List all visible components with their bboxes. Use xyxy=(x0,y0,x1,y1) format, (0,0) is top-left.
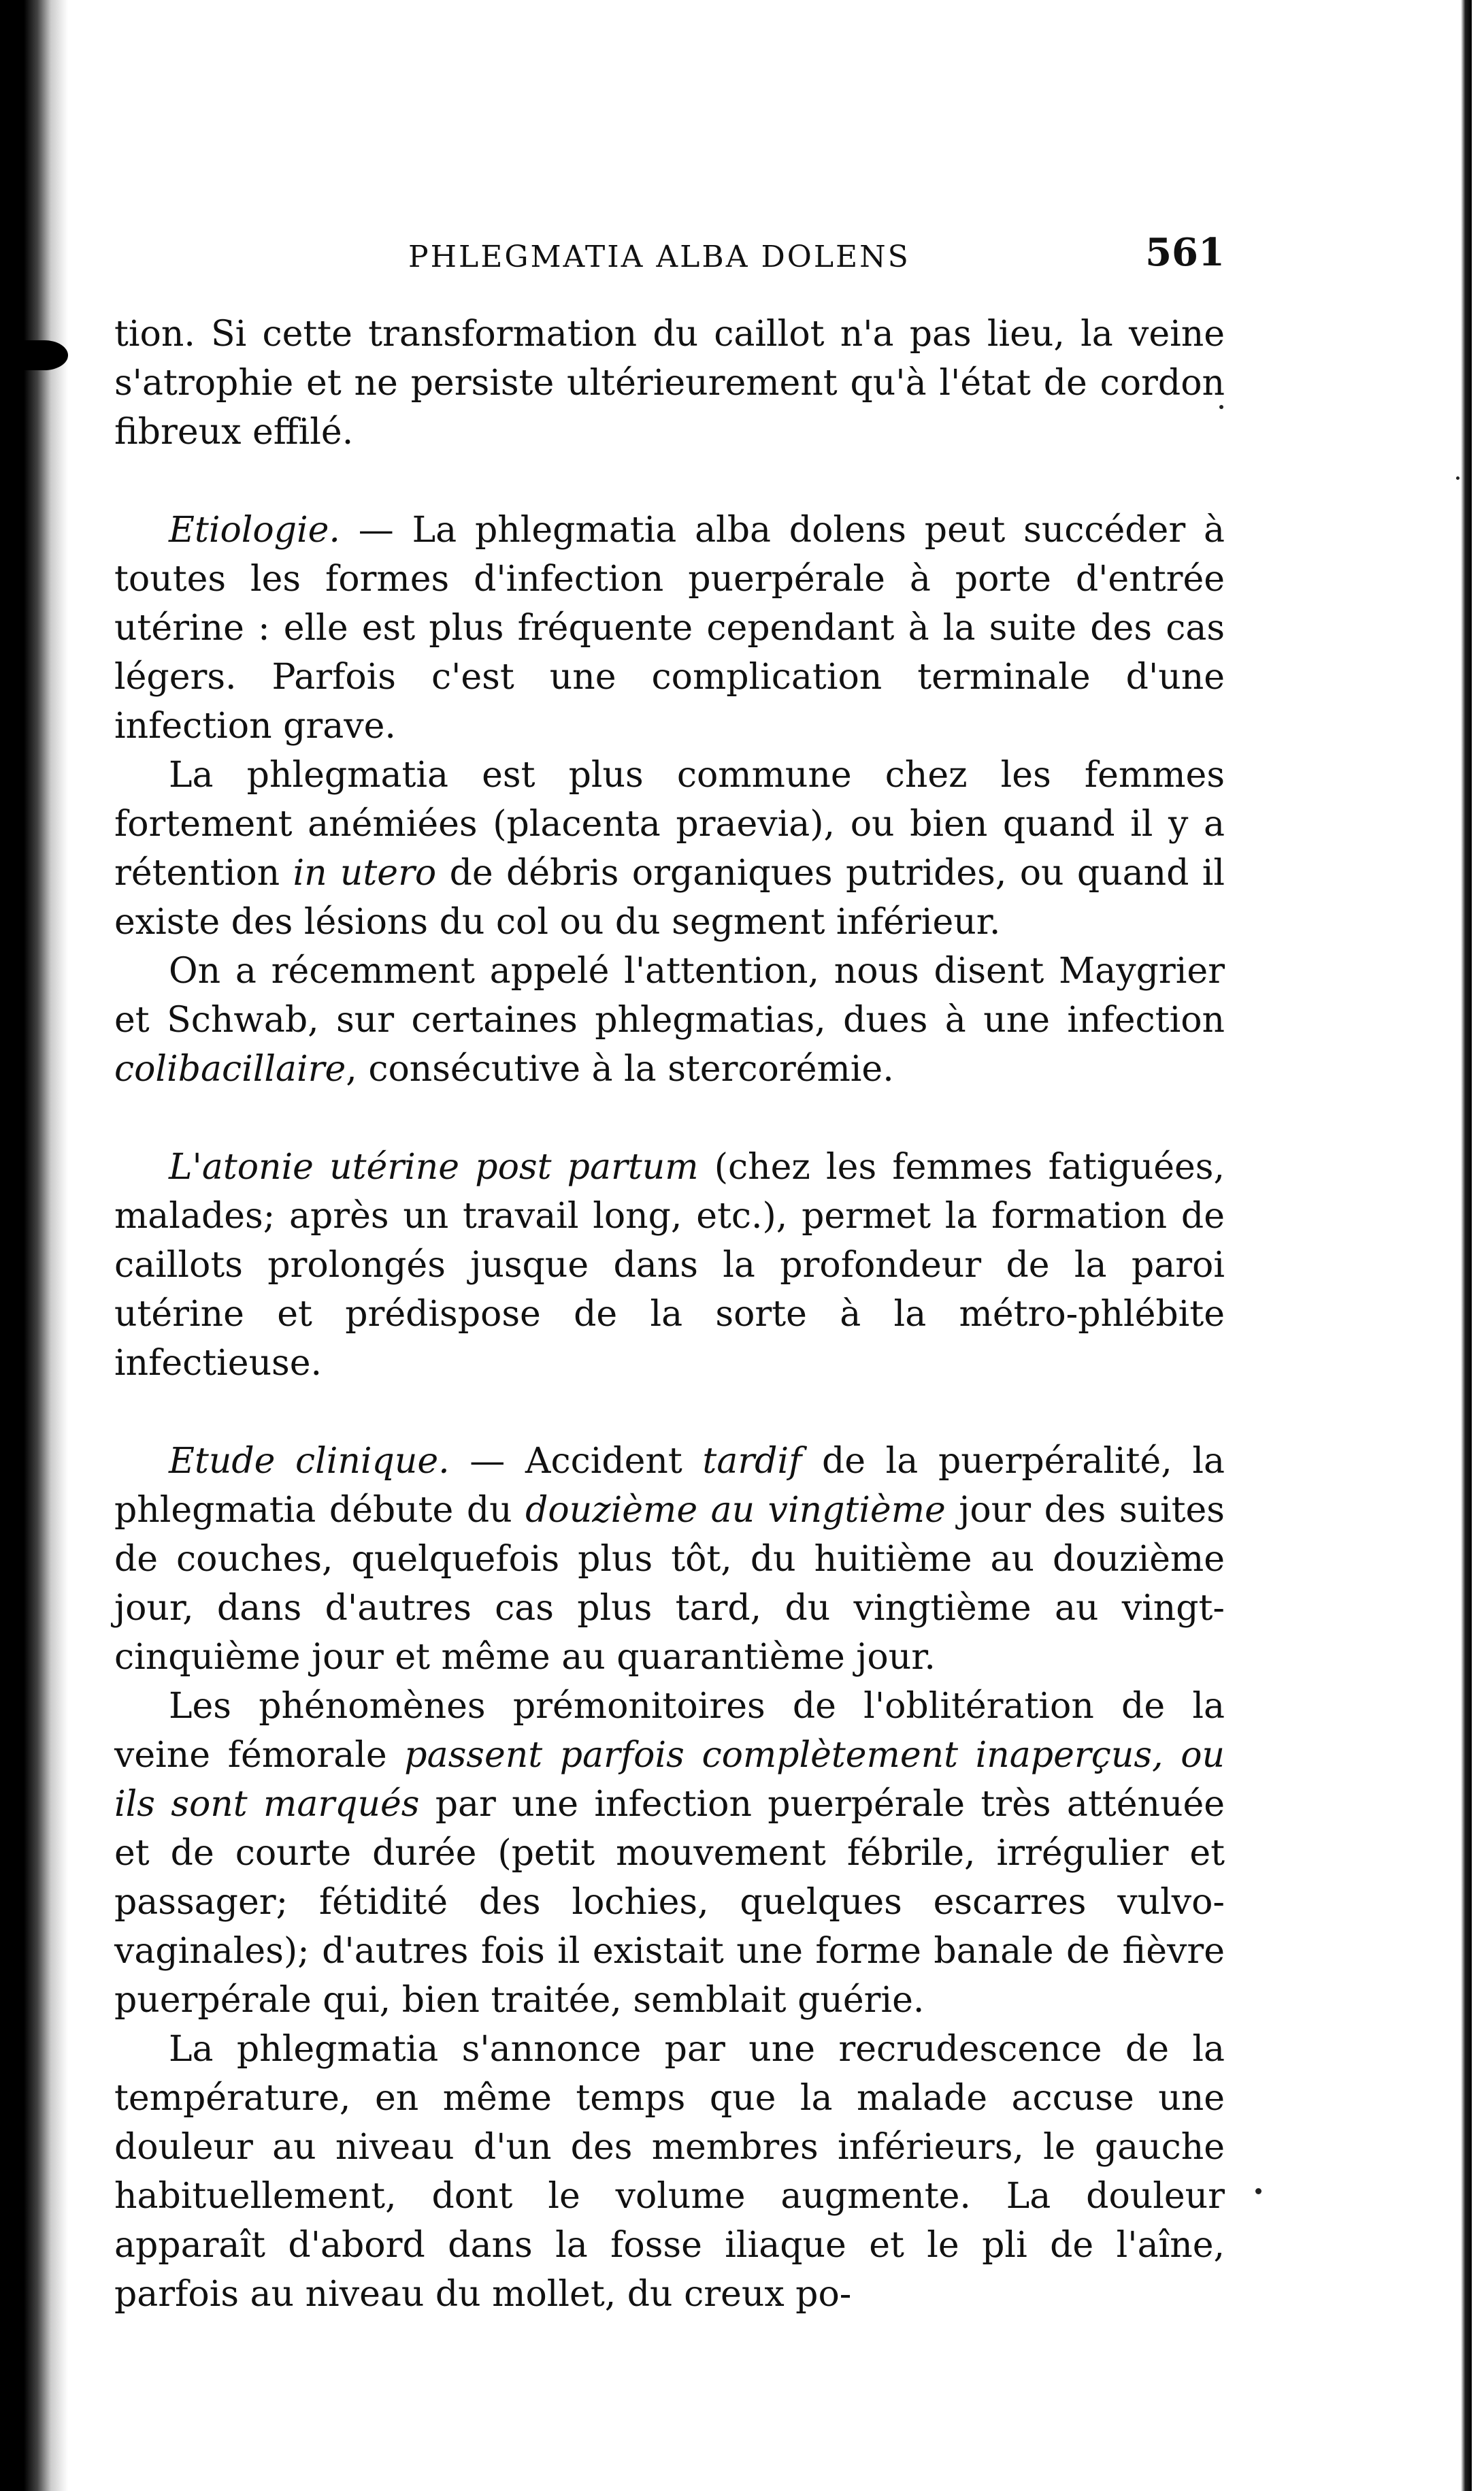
scan-left-edge xyxy=(0,0,68,2491)
paragraph-text: jour des suites de couches, quelquefois plus tôt, du huitième au douzième jour, dans d'autres cas plus tard, du vingtième au vingt-cinquième jour et même au quarantième jour. xyxy=(114,1490,1225,1678)
paragraph-text: tion. Si cette transformation du caillot n'a pas lieu, la veine s'atrophie et ne persiste ultérieurement qu'à l'état de cordon fibreux effilé. xyxy=(114,314,1225,453)
running-head: PHLEGMATIA ALBA DOLENS xyxy=(408,240,910,274)
paragraph-text: , consécutive à la stercorémie. xyxy=(346,1049,894,1090)
emphasis-text: douzième au vingtième xyxy=(525,1490,946,1531)
paragraph-text: Les phénomènes prémonitoires de l'oblitération de la veine fémorale xyxy=(114,1686,1225,1776)
page-number: 561 xyxy=(1145,230,1225,275)
paragraph-text: — La phlegmatia alba dolens peut succéder à toutes les formes d'infection puerpérale à porte d'entrée utérine : elle est plus fréquente cependant à la suite des cas légers. Parfois c'est une complication terminale d'une infection grave. xyxy=(114,510,1225,747)
paragraph xyxy=(114,506,1225,751)
paragraph-text: On a récemment appelé l'attention, nous disent Maygrier et Schwab, sur certaines phlegmatias, dues à une infection xyxy=(114,951,1225,1041)
emphasis-text: in utero xyxy=(293,853,437,894)
emphasis-text: L'atonie utérine post partum xyxy=(169,1147,699,1188)
paragraph-text: par une infection puerpérale très atténuée et de courte durée (petit mouvement fébrile, irrégulier et passager; fétidité des lochies, quelques escarres vulvo-vaginales); d'autres fois il existait une forme banale de fièvre puerpérale qui, bien traitée, semblait guérie. xyxy=(114,1784,1225,2021)
section-heading: Etude clinique. xyxy=(169,1441,450,1482)
paragraph xyxy=(114,947,1225,1094)
body-text xyxy=(114,310,1225,2319)
page-header xyxy=(408,230,1225,284)
section-heading: Etiologie. xyxy=(169,510,340,551)
paragraph xyxy=(114,310,1225,457)
paragraph-text: de la puerpéralité, la phlegmatia débute du xyxy=(114,1441,1225,1531)
paragraph xyxy=(114,1437,1225,1682)
paragraph xyxy=(114,1143,1225,1388)
paragraph-text: (chez les femmes fatiguées, malades; après un travail long, etc.), permet la formation de caillots prolongés jusque dans la profondeur de la paroi utérine et prédispose de la sorte à la métro-phlébite infectieuse. xyxy=(114,1147,1225,1384)
scan-right-edge xyxy=(1461,0,1472,2491)
scan-speck xyxy=(1456,476,1460,480)
emphasis-text: colibacillaire xyxy=(114,1049,346,1090)
paragraph xyxy=(114,1682,1225,2025)
paragraph xyxy=(114,751,1225,947)
scan-speck xyxy=(1255,2188,1262,2194)
paragraph xyxy=(114,2025,1225,2319)
scan-edge-mark xyxy=(20,340,68,370)
emphasis-text: tardif xyxy=(702,1441,802,1482)
paragraph-text: La phlegmatia est plus commune chez les femmes fortement anémiées (placenta praevia), ou bien quand il y a rétention xyxy=(114,755,1225,894)
emphasis-text: passent parfois complètement inaperçus, ou ils sont marqués xyxy=(114,1735,1225,1825)
paragraph-text: — Accident xyxy=(449,1441,703,1482)
paragraph-text: de débris organiques putrides, ou quand il existe des lésions du col ou du segment inférieur. xyxy=(114,853,1225,943)
paragraph-text: La phlegmatia s'annonce par une recrudescence de la température, en même temps que la malade accuse une douleur au niveau d'un des membres inférieurs, le gauche habituellement, dont le volume augmente. La douleur apparaît d'abord dans la fosse iliaque et le pli de l'aîne, parfois au niveau du mollet, du creux po- xyxy=(114,2029,1225,2315)
